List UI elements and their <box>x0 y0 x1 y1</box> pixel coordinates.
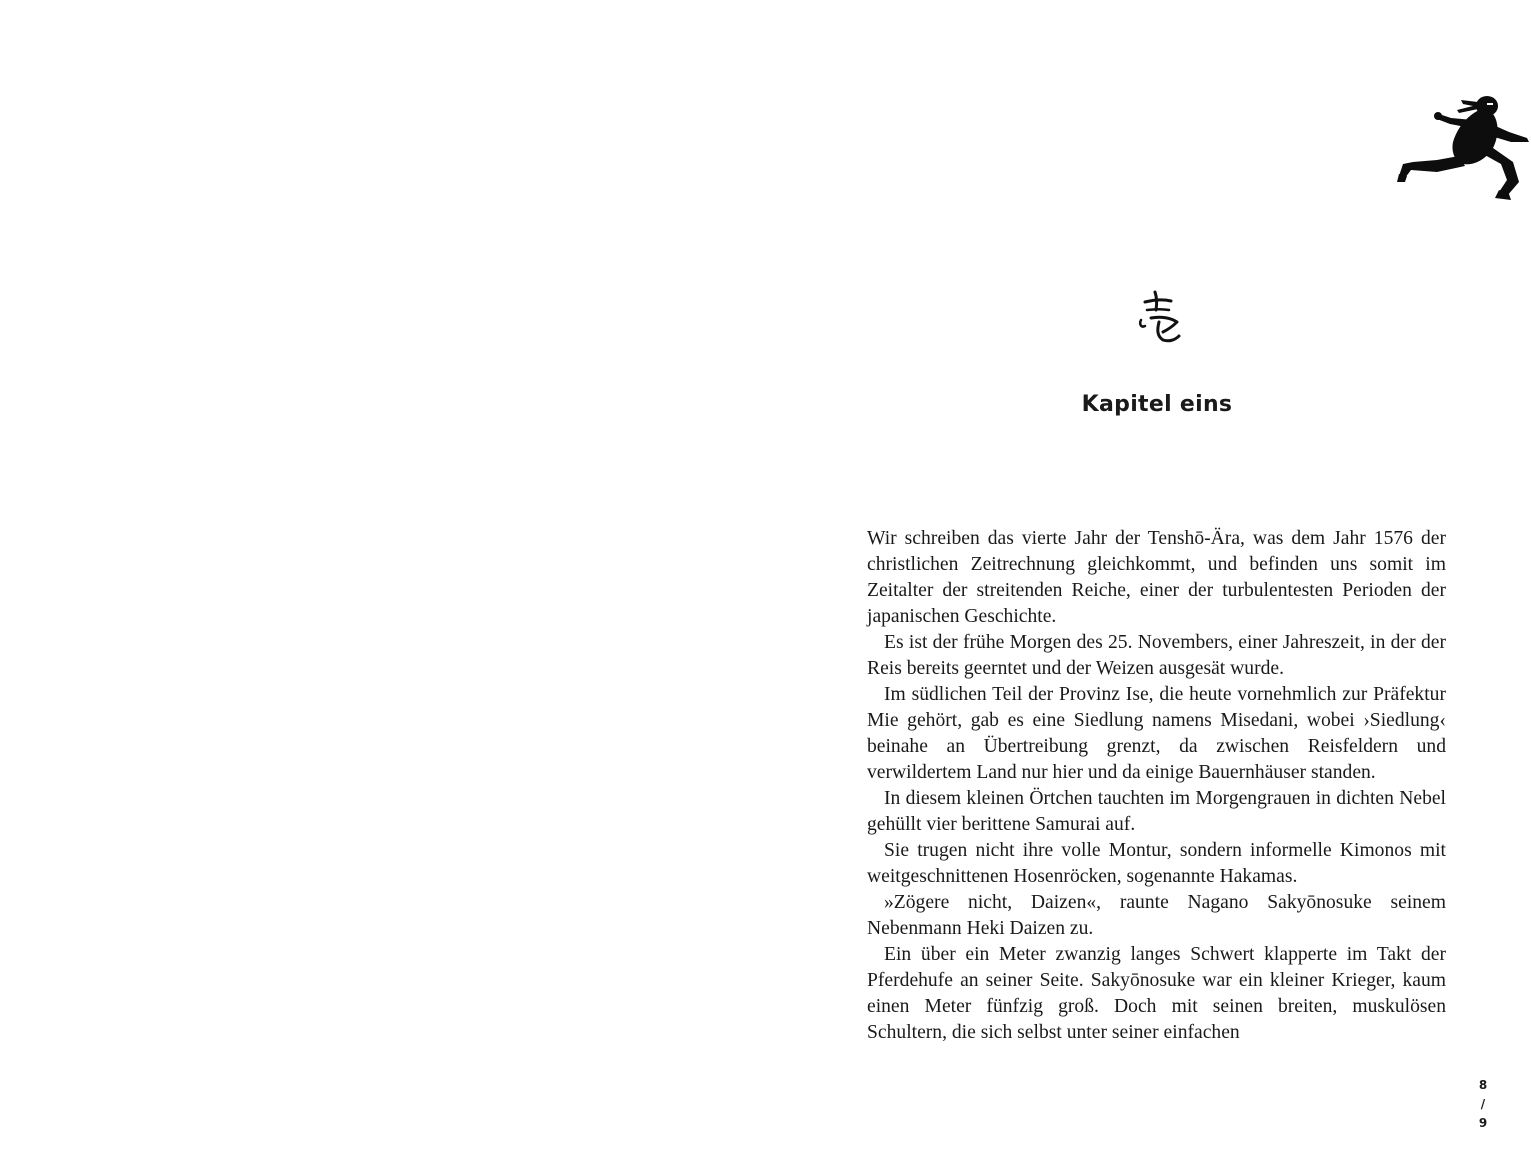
paragraph: Sie trugen nicht ihre volle Montur, sondern informelle Kimonos mit weitgeschnittenen Hosenröcken, sogenannte Hakamas. <box>867 840 1446 887</box>
paragraph: In diesem kleinen Örtchen tauchten im Morgengrauen in dichten Nebel gehüllt vier berittene Samurai auf. <box>867 788 1446 835</box>
left-page <box>0 0 765 1162</box>
paragraph: »Zögere nicht, Daizen«, raunte Nagano Sakyōnosuke seinem Nebenmann Heki Daizen zu. <box>867 892 1446 939</box>
paragraph: Ein über ein Meter zwanzig langes Schwert klapperte im Takt der Pferdehufe an seiner Seite. Sakyōnosuke war ein kleiner Krieger, kaum einen Meter fünfzig groß. Doch mit seinen breiten, muskulösen Schultern, die sich selbst unter seiner einfachen <box>867 944 1446 1043</box>
kanji-numeral-one-icon <box>1133 288 1183 348</box>
running-ninja-icon <box>1395 92 1531 202</box>
current-page-number: 8 <box>1478 1078 1488 1092</box>
paragraph: Wir schreiben das vierte Jahr der Tenshō-Ära, was dem Jahr 1576 der christlichen Zeitrechnung gleichkommt, und befinden uns somit im Zeitalter der streitenden Reiche, einer der turbulentesten Perioden der japanischen Geschichte. <box>867 528 1446 627</box>
chapter-title: Kapitel eins <box>1081 392 1233 417</box>
paragraph: Im südlichen Teil der Provinz Ise, die heute vornehmlich zur Präfektur Mie gehört, gab es eine Siedlung namens Misedani, wobei ›Siedlung‹ beinahe an Übertreibung grenzt, da zwischen Reisfeldern und verwildertem Land nur hier und da einige Bauernhäuser standen. <box>867 684 1446 783</box>
page-separator: / <box>1480 1097 1486 1111</box>
page-indicator <box>1472 1076 1494 1133</box>
paragraph: Es ist der frühe Morgen des 25. Novembers, einer Jahreszeit, in der der Reis bereits geerntet und der Weizen ausgesät wurde. <box>867 632 1446 679</box>
total-page-number: 9 <box>1478 1116 1488 1130</box>
chapter-body-text <box>867 526 1446 1046</box>
